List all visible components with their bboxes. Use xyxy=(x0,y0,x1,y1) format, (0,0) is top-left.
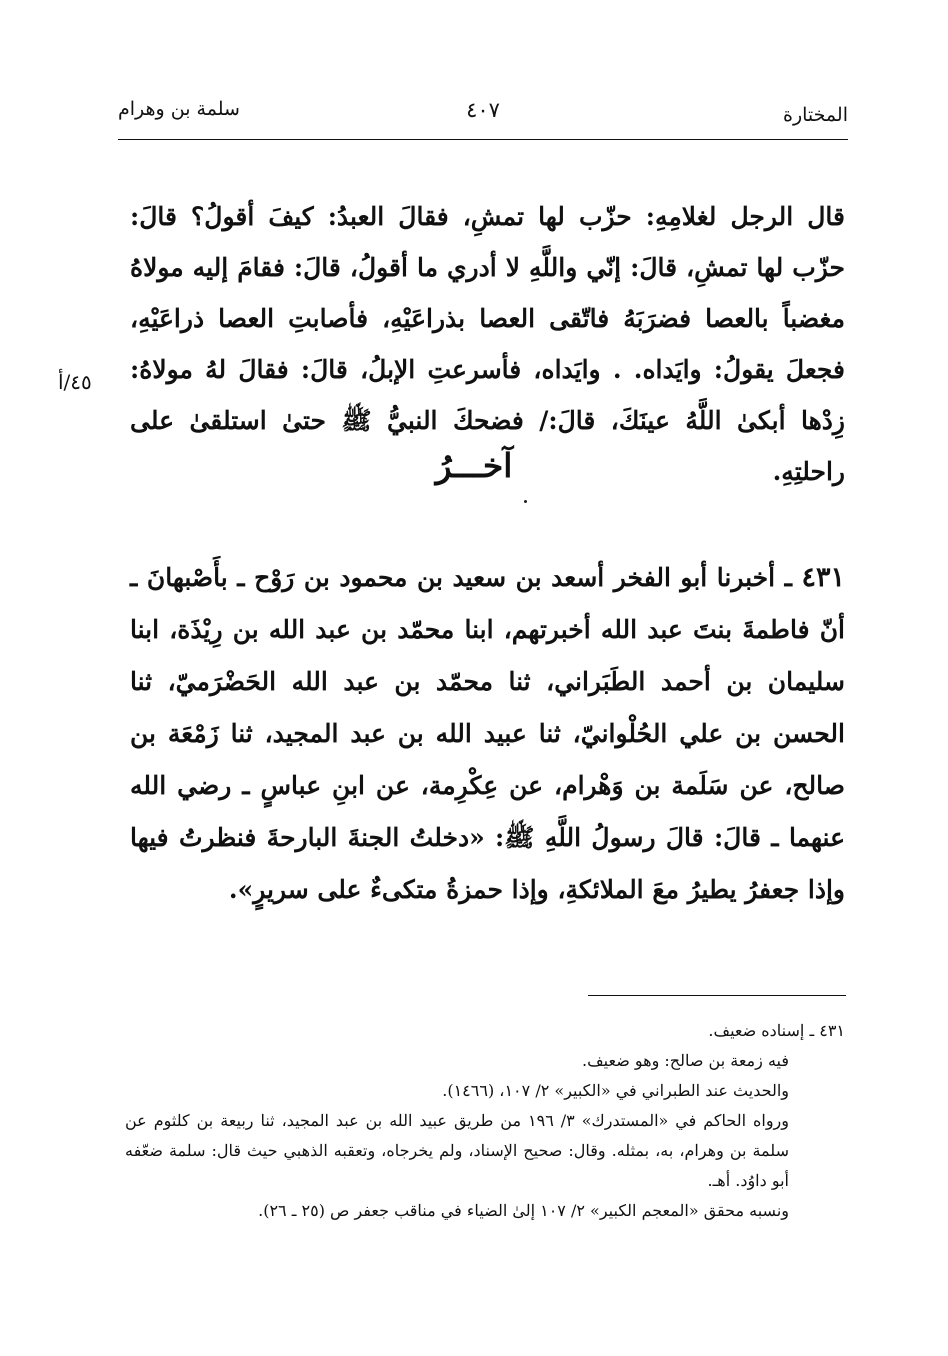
hadith-text: ـ أخبرنا أبو الفخر أسعد بن سعيد بن محمود بن رَوْح ـ بأَصْبهانَ ـ أنّ فاطمةَ بنتَ عبد الله أخبرتهم، ابنا محمّد بن عبد الله بن رِيْذَة، ابنا سليمان بن أحمد الطَبَراني، ثنا محمّد بن عبد الله الحَضْرَميّ، ثنا الحسن بن علي الحُلْوانيّ، ثنا عبيد الله بن عبد المجيد، ثنا زَمْعَة بن صالح، عن سَلَمة بن وَهْرام، عن عِكْرِمة، عن ابنِ عباسٍ ـ رضي الله عنهما ـ قالَ: قالَ رسولُ اللَّهِ ﷺ: «دخلتُ الجنةَ البارحةَ فنظرتُ فيها وإذا جعفرُ يطيرُ معَ الملائكةِ، وإذا حمزةُ متكىءٌ على سريرٍ». xyxy=(130,563,845,904)
hadith-number: ٤٣١ xyxy=(801,562,845,593)
footnote-line: ونسبه محقق «المعجم الكبير» ٢/ ١٠٧ إلىٰ الضياء في مناقب جعفر ص (٢٥ ـ ٢٦). xyxy=(258,1201,789,1220)
header-rule xyxy=(118,139,848,140)
header-chapter-title: سلمة بن وهرام xyxy=(118,98,240,120)
footnotes xyxy=(125,1016,845,1226)
section-title: آخـــرُ xyxy=(435,446,513,485)
body-paragraph-1: قال الرجل لغلامِهِ: حزّب لها تمشِ، فقالَ العبدُ: كيفَ أقولُ؟ قالَ: حزّب لها تمشِ، قالَ: إنّي واللَّهِ لا أدري ما أقولُ، قالَ: فقامَ إليه مولاهُ مغضباً بالعصا فضرَبَهُ فاتّقى العصا بذراعَيْهِ، فأصابتِ العصا ذراعَيْهِ، فجعلَ يقولُ: وايَداه. . وايَداه، فأسرعتِ الإبلُ، قالَ: فقالَ لهُ مولاهُ: زِدْها أبكىٰ اللَّهُ عينَكَ، قالَ:/ فضحكَ النبيُّ ﷺ حتىٰ استلقىٰ على راحلتِهِ. xyxy=(130,202,845,486)
footnote-rule xyxy=(588,995,846,996)
footnote-number: ٤٣١ xyxy=(819,1021,845,1040)
page-number: ٤٠٧ xyxy=(466,98,500,122)
footnote-head-text: ـ إسناده ضعيف. xyxy=(708,1021,815,1040)
footnote-head xyxy=(125,1016,845,1046)
footnote-line: والحديث عند الطبراني في «الكبير» ٢/ ١٠٧، (١٤٦٦). xyxy=(442,1081,789,1100)
footnote-line: فيه زمعة بن صالح: وهو ضعيف. xyxy=(582,1051,789,1070)
manuscript-folio-note: ٤٥/أ xyxy=(58,370,92,394)
header-book-title: المختارة xyxy=(783,104,848,126)
hadith-paragraph-431 xyxy=(130,552,845,916)
footnote-line: ورواه الحاكم في «المستدرك» ٣/ ١٩٦ من طريق عبيد الله بن عبد المجيد، ثنا ربيعة بن كلثوم عن سلمة بن وهرام، به، بمثله. وقال: صحيح الإسناد، ولم يخرجاه، وتعقبه الذهبي حيث قال: سلمة ضعّفه أبو داوُد. أهـ. xyxy=(125,1111,790,1190)
decorative-dot xyxy=(524,500,527,503)
running-header xyxy=(118,98,848,132)
